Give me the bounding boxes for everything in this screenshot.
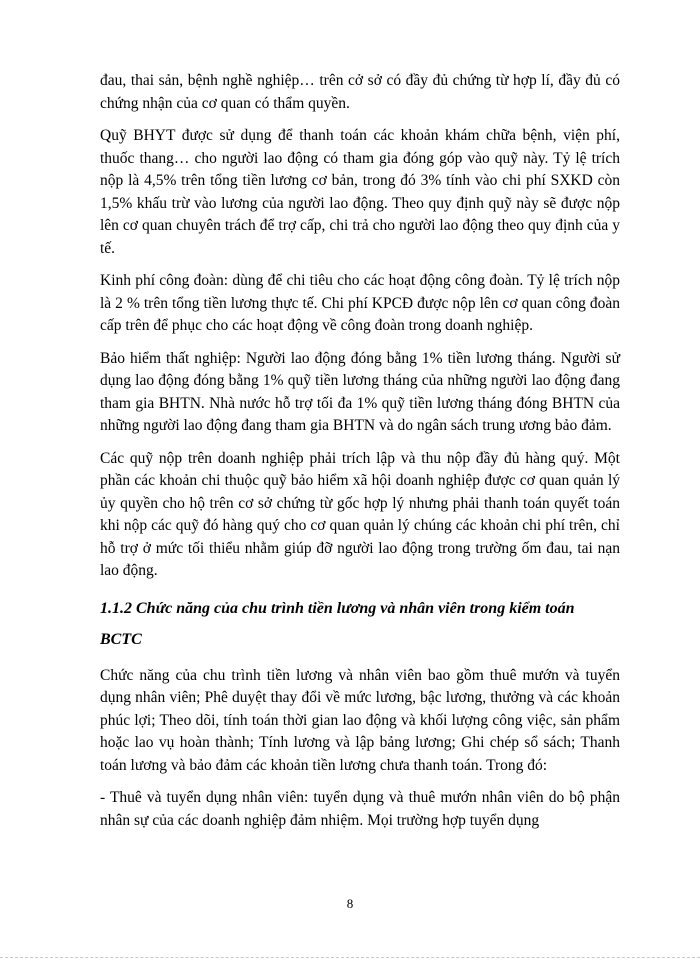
paragraph-hiring: - Thuê và tuyển dụng nhân viên: tuyển dụng và thuê mướn nhân viên do bộ phận nhân sự của các doanh nghiệp đảm nhiệm. Mọi trường hợp tuyển dụng [100, 789, 620, 829]
page-bottom-divider [0, 957, 700, 958]
paragraph-union-fee: Kinh phí công đoàn: dùng để chi tiêu cho các hoạt động công đoàn. Tỷ lệ trích nộp là 2 % trên tổng tiền lương thực tế. Chi phí KPCĐ được nộp lên cơ quan công đoàn cấp trên để phục cho các hoạt động về công đoàn trong doanh nghiệp. [100, 272, 620, 334]
paragraph-fund-payment: Các quỹ nộp trên doanh nghiệp phải trích lập và thu nộp đầy đủ hàng quý. Một phần các khoản chi thuộc quỹ bảo hiểm xã hội doanh nghiệp được cơ quan quản lý ủy quyền cho hộ trên cơ sở chứng từ gốc hợp lý nhưng phải thanh toán quyết toán khi nộp các quỹ đó hàng quý cho cơ quan quản lý chúng các khoản chi phí trên, chỉ hỗ trợ ở mức tối thiểu nhằm giúp đỡ người lao động trong trường ốm đau, tai nạn lao động. [100, 449, 620, 579]
section-heading: 1.1.2 Chức năng của chu trình tiền lương và nhân viên trong kiểm toán BCTC [100, 599, 575, 648]
document-page [100, 70, 620, 842]
paragraph-unemployment-insurance: Bảo hiểm thất nghiệp: Người lao động đóng bằng 1% tiền lương tháng. Người sử dụng lao động đóng bằng 1% quỹ tiền lương tháng của những người lao động đang tham gia BHTN. Nhà nước hỗ trợ tối đa 1% quỹ tiền lương tháng đóng BHTN của những người lao động đang tham gia BHTN và do ngân sách trung ương bảo đảm. [100, 349, 620, 434]
paragraph-sickness-benefits: đau, thai sản, bệnh nghề nghiệp… trên cở sở có đầy đủ chứng từ hợp lí, đầy đủ có chứng nhận của cơ quan có thẩm quyền. [100, 72, 620, 112]
paragraph-cycle-functions: Chức năng của chu trình tiền lương và nhân viên bao gồm thuê mướn và tuyển dụng nhân viên; Phê duyệt thay đổi về mức lương, bậc lương, thưởng và các khoản phúc lợi; Theo dõi, tính toán thời gian lao động và khối lượng công việc, sản phẩm hoặc lao vụ hoàn thành; Tính lương và lập bảng lương; Ghi chép sổ sách; Thanh toán lương và bảo đảm các khoản tiền lương chưa thanh toán. Trong đó: [100, 666, 620, 774]
page-number: 8 [346, 896, 354, 911]
paragraph-health-insurance: Quỹ BHYT được sử dụng để thanh toán các khoản khám chữa bệnh, viện phí, thuốc thang… cho người lao động có tham gia đóng góp vào quỹ này. Tỷ lệ trích nộp là 4,5% trên tổng tiền lương cơ bản, trong đó 3% tính vào chi phí SXKD còn 1,5% khấu trừ vào lương của người lao động. Theo quy định quỹ này sẽ được nộp lên cơ quan chuyên trách để trợ cấp, chi trả cho người lao động theo quy định của y tế. [100, 127, 620, 257]
